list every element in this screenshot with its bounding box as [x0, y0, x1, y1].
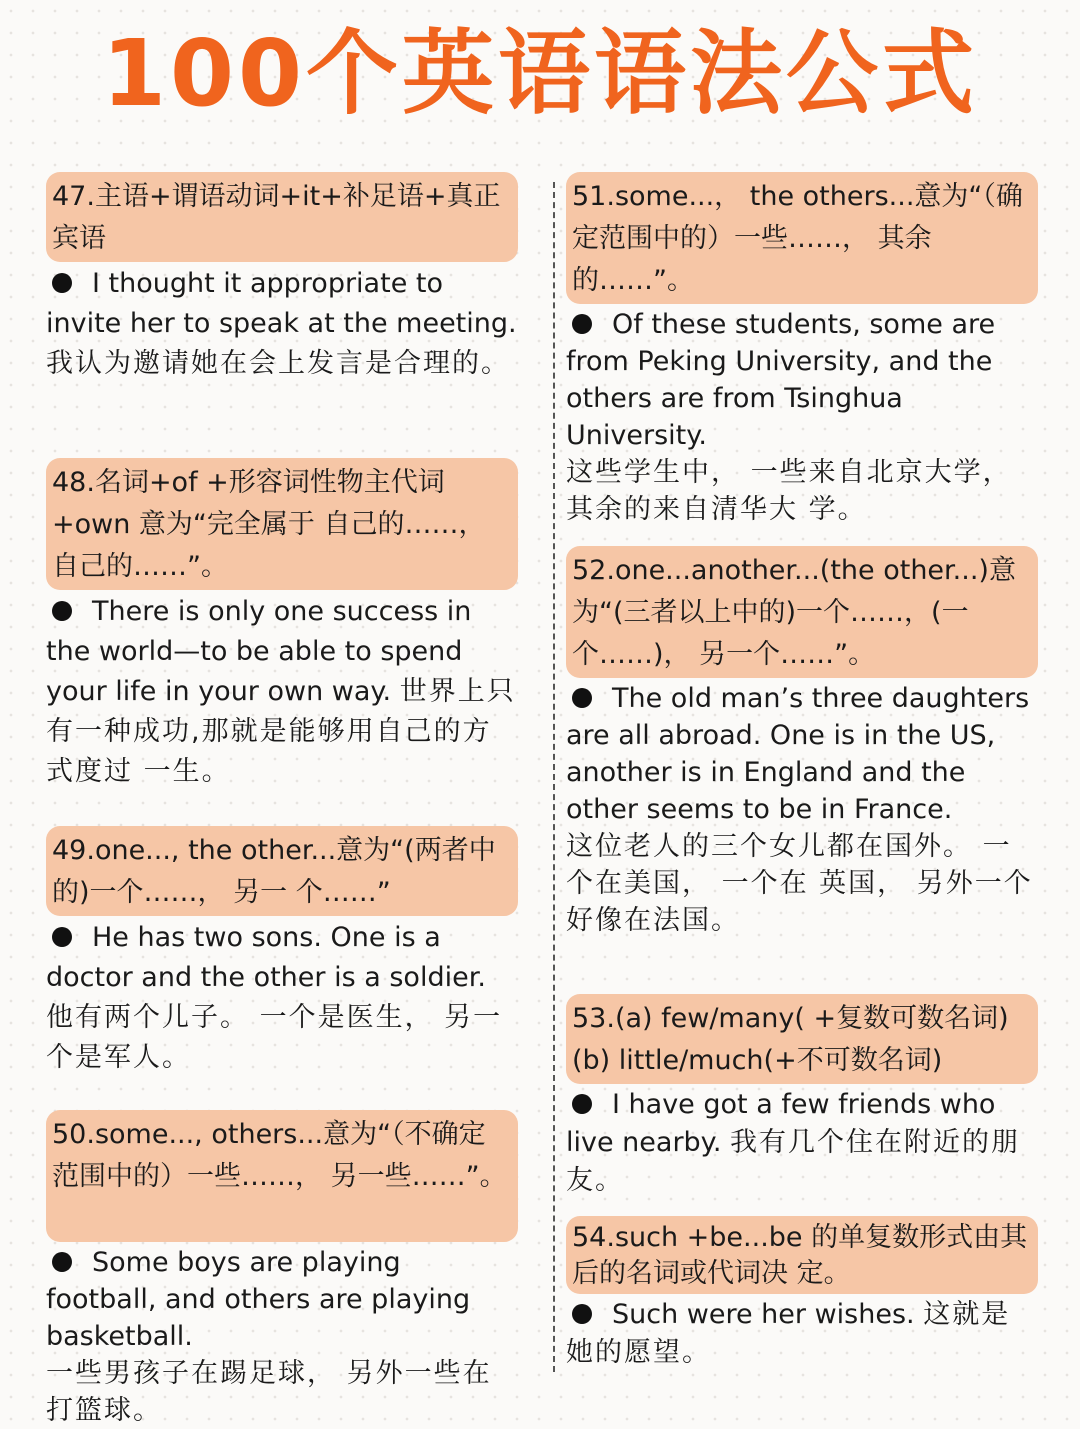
- grammar-item-48: [46, 458, 518, 792]
- example-chinese: 这位老人的三个女儿都在国外。 一个在美国， 一个在 英国， 另外一个好像在法国。: [566, 831, 1033, 936]
- example-block: [46, 918, 518, 1078]
- formula-heading: 49.one..., the other...意为“(两者中的)一个……， 另一 个……”: [46, 826, 518, 916]
- example-english: He has two sons. One is a doctor and the other is a soldier.: [46, 922, 486, 993]
- example-block: [566, 1296, 1038, 1372]
- formula-heading: 50.some..., others...意为“（不确定范围中的）一些……， 另一些……”。: [46, 1110, 518, 1242]
- example-chinese: 一些男孩子在踢足球， 另外一些在打篮球。: [46, 1358, 492, 1426]
- bullet-icon: [572, 1304, 592, 1324]
- formula-heading: 51.some...， the others...意为“（确定范围中的）一些……， 其余的……”。: [566, 172, 1038, 304]
- example-chinese: 这就是她的愿望。: [566, 1299, 1011, 1368]
- formula-heading: 52.one...another...(the other...)意为“(三者以上中的)一个……，(一个……)， 另一个……”。: [566, 546, 1038, 678]
- example-block: [46, 1244, 518, 1429]
- grammar-item-54: [566, 1216, 1038, 1372]
- example-chinese: 我有几个住在附近的朋友。: [566, 1127, 1020, 1196]
- example-block: [46, 592, 518, 792]
- example-chinese: 世界上只有一种成功,那就是能够用自己的方式度过 一生。: [46, 676, 516, 787]
- example-english: The old man’s three daughters are all abroad. One is in the US, another is in England and the other seems to be in France.: [566, 683, 1030, 825]
- example-chinese: 我认为邀请她在会上发言是合理的。: [46, 348, 510, 379]
- grammar-item-50: [46, 1110, 518, 1429]
- formula-heading: 47.主语+谓语动词+it+补足语+真正宾语: [46, 172, 518, 262]
- grammar-item-47: [46, 172, 518, 384]
- example-english: Some boys are playing football, and others are playing basketball.: [46, 1247, 471, 1352]
- grammar-item-52: [566, 546, 1038, 939]
- example-block: [566, 680, 1038, 939]
- bullet-icon: [52, 927, 72, 947]
- example-english: There is only one success in the world—to be able to spend your life in your own way.: [46, 596, 472, 707]
- example-english: Such were her wishes.: [566, 1299, 915, 1330]
- page-title: 100个英语语法公式: [101, 20, 979, 127]
- example-block: [46, 264, 518, 384]
- grammar-item-51: [566, 172, 1038, 528]
- formula-heading: 48.名词+of +形容词性物主代词+own 意为“完全属于 自己的……， 自己的……”。: [46, 458, 518, 590]
- formula-heading: 54.such +be...be 的单复数形式由其后的名词或代词决 定。: [566, 1216, 1038, 1294]
- bullet-icon: [52, 273, 72, 293]
- example-chinese: 他有两个儿子。 一个是医生， 另一个是军人。: [46, 1002, 503, 1073]
- bullet-icon: [52, 601, 72, 621]
- column-divider: [553, 182, 555, 1372]
- bullet-icon: [572, 1094, 592, 1114]
- grammar-item-53: [566, 994, 1038, 1200]
- example-english: Of these students, some are from Peking University, and the others are from Tsinghua University.: [566, 309, 996, 451]
- example-chinese: 这些学生中， 一些来自北京大学， 其余的来自清华大 学。: [566, 457, 1012, 525]
- bullet-icon: [572, 688, 592, 708]
- grammar-item-49: [46, 826, 518, 1078]
- example-block: [566, 1086, 1038, 1200]
- example-english: I have got a few friends who live nearby.: [566, 1089, 996, 1158]
- formula-heading: 53.(a) few/many( +复数可数名词)(b) little/much(+不可数名词): [566, 994, 1038, 1084]
- bullet-icon: [52, 1252, 72, 1272]
- example-block: [566, 306, 1038, 528]
- bullet-icon: [572, 314, 592, 334]
- example-english: I thought it appropriate to invite her to speak at the meeting.: [46, 268, 517, 339]
